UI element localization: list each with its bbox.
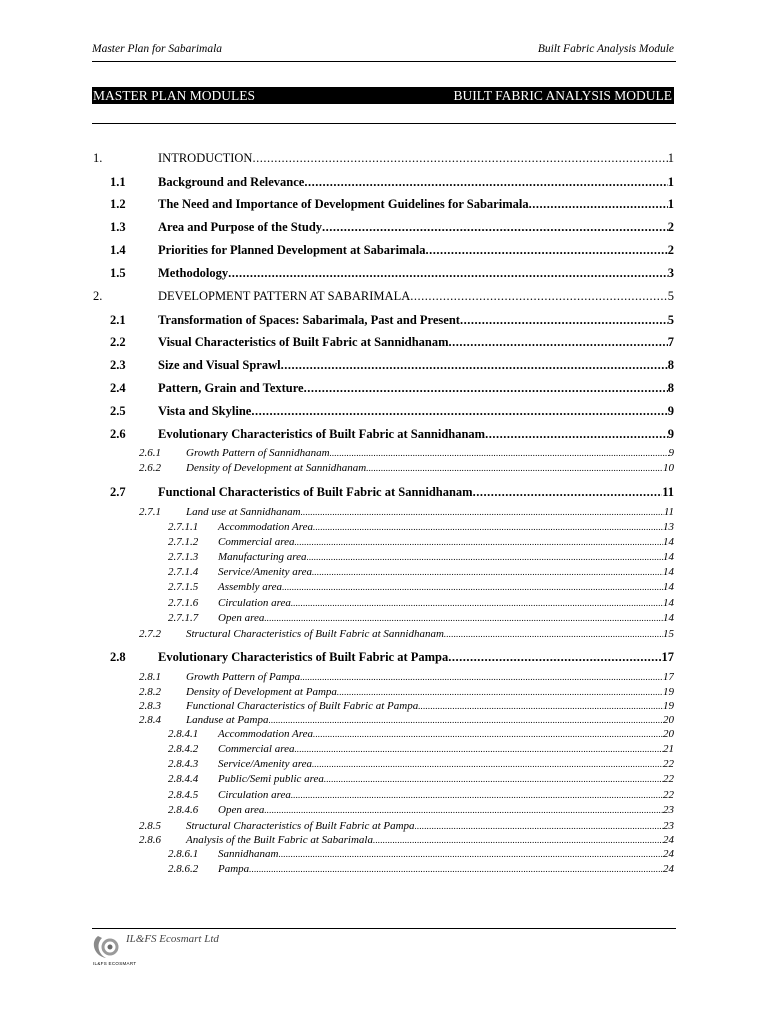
toc-title: Functional Characteristics of Built Fabric at Sannidhanam (158, 485, 473, 499)
band-rule (92, 123, 676, 124)
toc-page-number: 5 (667, 289, 674, 303)
toc-leader-dots (473, 485, 663, 500)
toc-number: 1.4 (110, 243, 126, 257)
toc-page-number: 9 (668, 447, 674, 459)
toc-number: 2.6 (110, 427, 126, 441)
band-left-title: MASTER PLAN MODULES (93, 88, 256, 103)
toc-number: 2.3 (110, 358, 126, 372)
toc-entry-1-4[interactable] (110, 243, 674, 259)
toc-leader-dots (228, 266, 668, 281)
toc-title: Public/Semi public area (218, 773, 324, 785)
footer-rule (92, 928, 676, 929)
toc-entry-1-2[interactable] (110, 197, 674, 213)
toc-page-number: 24 (663, 863, 674, 875)
toc-leader-dots (415, 821, 663, 831)
toc-number: 2.7.1.7 (168, 612, 199, 624)
toc-entry-2-7-1-4[interactable] (168, 566, 674, 580)
toc-entry-2-7[interactable] (110, 485, 674, 501)
toc-page-number: 17 (663, 671, 674, 683)
toc-number: 2.6.2 (139, 462, 161, 474)
toc-page-number: 8 (667, 358, 674, 372)
toc-entry-2-6-1[interactable] (139, 447, 674, 461)
toc-title: Analysis of the Built Fabric at Sabarimala (186, 834, 373, 846)
toc-page-number: 22 (663, 773, 674, 785)
toc-number: 2. (93, 289, 103, 303)
toc-page-number: 20 (663, 714, 674, 726)
toc-leader-dots (485, 427, 668, 442)
toc-number: 1.5 (110, 266, 126, 280)
toc-entry-2-7-1-7[interactable] (168, 612, 674, 626)
toc-title: INTRODUCTION (158, 151, 253, 165)
toc-leader-dots (425, 243, 667, 258)
toc-entry-2-8-4-1[interactable] (168, 728, 674, 742)
toc-leader-dots (252, 151, 667, 166)
logo-caption: IL&FS ECOSMART (93, 961, 137, 966)
toc-entry-1-3[interactable] (110, 220, 674, 236)
toc-leader-dots (291, 598, 663, 608)
toc-leader-dots (294, 537, 663, 547)
toc-entry-2-8-6[interactable] (139, 834, 674, 848)
toc-number: 2.8.4.2 (168, 743, 199, 755)
toc-entry-2-7-1-6[interactable] (168, 597, 674, 611)
toc-entry-2-5[interactable] (110, 404, 674, 420)
toc-entry-2-8-6-1[interactable] (168, 848, 674, 862)
toc-page-number: 14 (663, 612, 674, 624)
toc-leader-dots (304, 381, 668, 396)
toc-page-number: 14 (663, 551, 674, 563)
toc-entry-2-6-2[interactable] (139, 462, 674, 476)
toc-number: 2.5 (110, 404, 126, 418)
toc-entry-1-5[interactable] (110, 266, 674, 282)
toc-entry-2-2[interactable] (110, 335, 674, 351)
toc-entry-2-7-2[interactable] (139, 628, 674, 642)
toc-title: Density of Development at Pampa (186, 686, 337, 698)
toc-leader-dots (307, 552, 664, 562)
toc-page-number: 13 (663, 521, 674, 533)
ilfs-logo-icon (92, 934, 122, 960)
toc-leader-dots (312, 567, 663, 577)
toc-leader-dots (337, 687, 663, 697)
header-left: Master Plan for Sabarimala (92, 43, 223, 55)
toc-title: Structural Characteristics of Built Fabric at Pampa (186, 820, 415, 832)
toc-entry-2-8-1[interactable] (139, 671, 674, 685)
toc-leader-dots (529, 197, 668, 212)
toc-page-number: 23 (663, 804, 674, 816)
toc-leader-dots (281, 358, 668, 373)
toc-entry-2-8-4-4[interactable] (168, 773, 674, 787)
toc-title: Circulation area (218, 597, 291, 609)
toc-leader-dots (279, 849, 664, 859)
toc-page-number: 23 (663, 820, 674, 832)
toc-leader-dots (322, 220, 668, 235)
toc-entry-2-8-4-6[interactable] (168, 804, 674, 818)
toc-page-number: 9 (667, 427, 674, 441)
toc-title: Growth Pattern of Pampa (186, 671, 301, 683)
toc-number: 2.7 (110, 485, 126, 499)
toc-entry-2-6[interactable] (110, 427, 674, 443)
toc-page-number: 5 (667, 313, 674, 327)
toc-page-number: 10 (663, 462, 674, 474)
toc-page-number: 17 (661, 650, 674, 664)
toc-number: 1. (93, 151, 103, 165)
toc-title: Methodology (158, 266, 229, 280)
toc-title: Size and Visual Sprawl (158, 358, 281, 372)
toc-number: 2.8.6 (139, 834, 161, 846)
toc-leader-dots (300, 672, 663, 682)
toc-number: 2.8.4.4 (168, 773, 199, 785)
toc-page-number: 1 (667, 175, 674, 189)
toc-leader-dots (294, 744, 663, 754)
toc-page-number: 14 (663, 597, 674, 609)
toc-leader-dots (313, 729, 663, 739)
toc-entry-2-8-6-2[interactable] (168, 863, 674, 877)
toc-page-number: 20 (663, 728, 674, 740)
toc-number: 2.8.2 (139, 686, 161, 698)
toc-title: Assembly area (218, 581, 283, 593)
toc-page-number: 24 (663, 834, 674, 846)
toc-number: 2.8 (110, 650, 126, 664)
toc-number: 2.7.1.6 (168, 597, 199, 609)
toc-title: Structural Characteristics of Built Fabric at Sannidhanam (186, 628, 444, 640)
toc-entry-2-7-1-2[interactable] (168, 536, 674, 550)
toc-leader-dots (410, 289, 668, 304)
toc-page-number: 2 (667, 220, 674, 234)
toc-title: Manufacturing area (218, 551, 307, 563)
toc-page-number: 1 (667, 151, 674, 165)
module-title-band (92, 87, 674, 104)
toc-title: Background and Relevance (158, 175, 305, 189)
toc-leader-dots (460, 313, 668, 328)
toc-title: Density of Development at Sannidhanam (186, 462, 367, 474)
toc-page-number: 2 (667, 243, 674, 257)
toc-number: 1.3 (110, 220, 126, 234)
toc-entry-1-1[interactable] (110, 175, 674, 191)
toc-leader-dots (312, 759, 663, 769)
header-rule (92, 61, 676, 62)
toc-page-number: 14 (663, 536, 674, 548)
toc-page-number: 14 (663, 566, 674, 578)
toc-title: The Need and Importance of Development Guidelines for Sabarimala (158, 197, 529, 211)
toc-number: 2.8.4.3 (168, 758, 199, 770)
toc-number: 2.7.1.5 (168, 581, 199, 593)
toc-page-number: 7 (667, 335, 674, 349)
toc-entry-2-3[interactable] (110, 358, 674, 374)
toc-entry-2-7-1-1[interactable] (168, 521, 674, 535)
toc-entry-1[interactable] (93, 151, 674, 167)
toc-number: 2.7.1 (139, 506, 161, 518)
toc-number: 2.8.6.2 (168, 863, 199, 875)
toc-entry-2-8-4-2[interactable] (168, 743, 674, 757)
toc-number: 2.1 (110, 313, 126, 327)
toc-page-number: 19 (663, 686, 674, 698)
toc-leader-dots (249, 864, 663, 874)
toc-leader-dots (324, 774, 663, 784)
toc-leader-dots (264, 613, 663, 623)
toc-leader-dots (449, 335, 668, 350)
toc-number: 2.8.3 (139, 700, 161, 712)
toc-title: Accommodation Area (218, 521, 314, 533)
toc-number: 2.8.4.6 (168, 804, 199, 816)
toc-page-number: 19 (663, 700, 674, 712)
toc-title: Evolutionary Characteristics of Built Fabric at Pampa (158, 650, 449, 664)
running-header (92, 43, 674, 58)
toc-page-number: 14 (663, 581, 674, 593)
toc-title: Area and Purpose of the Study (158, 220, 323, 234)
toc-number: 2.7.1.2 (168, 536, 199, 548)
toc-title: Pattern, Grain and Texture (158, 381, 304, 395)
toc-title: Pampa (218, 863, 250, 875)
toc-number: 2.8.4 (139, 714, 161, 726)
toc-page-number: 8 (667, 381, 674, 395)
toc-entry-2-4[interactable] (110, 381, 674, 397)
toc-page-number: 21 (663, 743, 674, 755)
toc-number: 2.4 (110, 381, 126, 395)
toc-entry-2-7-1-3[interactable] (168, 551, 674, 565)
toc-number: 2.7.1.1 (168, 521, 199, 533)
toc-leader-dots (282, 582, 663, 592)
toc-leader-dots (304, 175, 667, 190)
toc-title: Sannidhanam (218, 848, 279, 860)
toc-number: 2.8.6.1 (168, 848, 199, 860)
toc-title: Open area (218, 804, 265, 816)
footer-company: IL&FS Ecosmart Ltd (126, 933, 219, 945)
toc-title: Service/Amenity area (218, 566, 312, 578)
toc-number: 2.8.4.1 (168, 728, 199, 740)
toc-leader-dots (264, 805, 663, 815)
toc-entry-2-8-5[interactable] (139, 820, 674, 834)
toc-number: 2.7.1.4 (168, 566, 199, 578)
toc-entry-2-7-1[interactable] (139, 506, 674, 520)
toc-title: Transformation of Spaces: Sabarimala, Past and Present (158, 313, 460, 327)
toc-page-number: 9 (667, 404, 674, 418)
toc-leader-dots (269, 715, 664, 725)
toc-entry-2-7-1-5[interactable] (168, 581, 674, 595)
header-right: Built Fabric Analysis Module (537, 43, 674, 55)
toc-title: Functional Characteristics of Built Fabric at Pampa (186, 700, 419, 712)
toc-leader-dots (418, 701, 663, 711)
toc-entry-2-8[interactable] (110, 650, 674, 666)
toc-title: Vista and Skyline (158, 404, 252, 418)
toc-number: 2.6.1 (139, 447, 161, 459)
toc-title: Visual Characteristics of Built Fabric at Sannidhanam (158, 335, 449, 349)
toc-leader-dots (251, 404, 667, 419)
toc-leader-dots (444, 629, 663, 639)
toc-page-number: 1 (667, 197, 674, 211)
toc-title: Growth Pattern of Sannidhanam (186, 447, 330, 459)
toc-leader-dots (366, 463, 663, 473)
toc-title: Evolutionary Characteristics of Built Fabric at Sannidhanam (158, 427, 486, 441)
toc-leader-dots (373, 835, 663, 845)
toc-page-number: 15 (663, 628, 674, 640)
toc-entry-2-8-2[interactable] (139, 686, 674, 700)
toc-number: 2.8.1 (139, 671, 161, 683)
toc-title: Commercial area (218, 743, 295, 755)
toc-entry-2[interactable] (93, 289, 674, 305)
toc-number: 1.1 (110, 175, 126, 189)
toc-title: Land use at Sannidhanam (186, 506, 301, 518)
toc-number: 2.8.4.5 (168, 789, 199, 801)
toc-title: Priorities for Planned Development at Sabarimala (158, 243, 426, 257)
toc-leader-dots (330, 448, 669, 458)
toc-entry-2-8-4-5[interactable] (168, 789, 674, 803)
toc-leader-dots (448, 650, 661, 665)
toc-number: 2.8.5 (139, 820, 161, 832)
toc-number: 2.7.1.3 (168, 551, 199, 563)
toc-title: Open area (218, 612, 265, 624)
toc-leader-dots (301, 507, 664, 517)
toc-page-number: 11 (663, 506, 674, 518)
toc-title: DEVELOPMENT PATTERN AT SABARIMALA (158, 289, 411, 303)
toc-entry-2-8-4[interactable] (139, 714, 674, 728)
toc-title: Commercial area (218, 536, 295, 548)
toc-title: Circulation area (218, 789, 291, 801)
toc-title: Landuse at Pampa (186, 714, 269, 726)
toc-leader-dots (313, 522, 663, 532)
toc-page-number: 24 (663, 848, 674, 860)
band-right-title: BUILT FABRIC ANALYSIS MODULE (453, 88, 672, 103)
toc-page-number: 22 (663, 789, 674, 801)
toc-title: Accommodation Area (218, 728, 314, 740)
toc-page-number: 3 (667, 266, 674, 280)
toc-page-number: 11 (662, 485, 674, 499)
toc-title: Service/Amenity area (218, 758, 312, 770)
toc-entry-2-8-4-3[interactable] (168, 758, 674, 772)
toc-number: 2.7.2 (139, 628, 161, 640)
toc-entry-2-1[interactable] (110, 313, 674, 329)
toc-leader-dots (291, 790, 663, 800)
toc-entry-2-8-3[interactable] (139, 700, 674, 714)
toc-number: 2.2 (110, 335, 126, 349)
toc-page-number: 22 (663, 758, 674, 770)
toc-number: 1.2 (110, 197, 126, 211)
